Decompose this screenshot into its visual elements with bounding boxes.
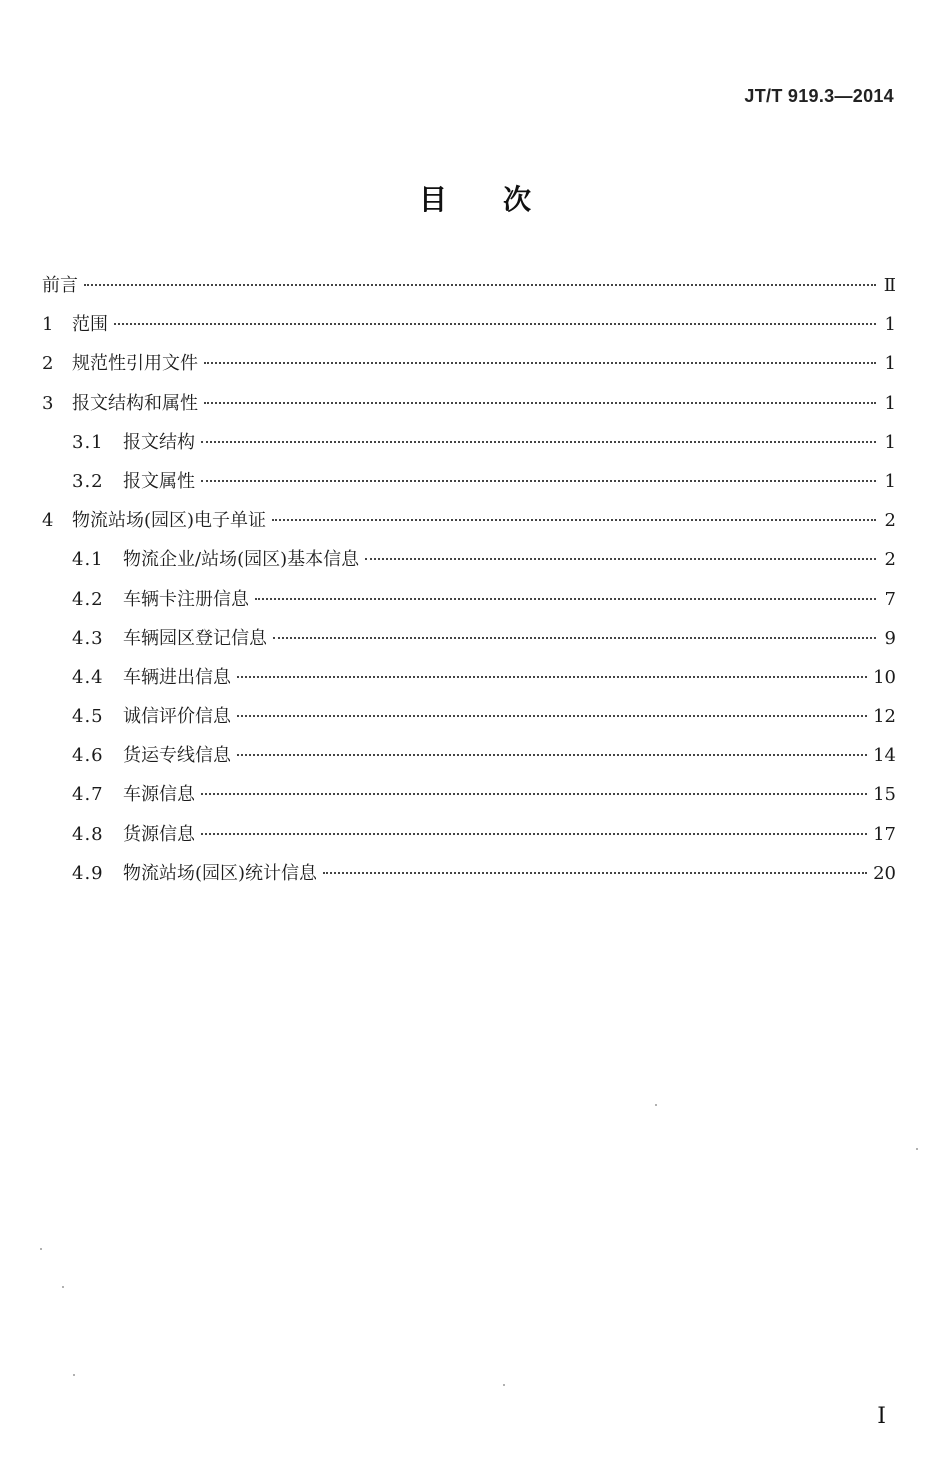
toc-entry-title: 范围 [72,314,108,336]
toc-entry-page: 17 [873,823,896,845]
toc-entry-page: 10 [873,666,896,688]
toc-entry-page: 1 [884,314,896,336]
toc-entry-foreword[interactable] [42,266,896,305]
toc-entry-title: 物流站场(园区)统计信息 [123,862,318,884]
toc-entry-number: 4.1 [72,549,104,571]
toc-leader-dots [201,480,876,482]
toc-entry-number: 4 [42,510,54,532]
toc-leader-dots [237,676,867,678]
toc-entry-title: 车辆园区登记信息 [123,627,267,649]
standard-number: JT/T 919.3—2014 [744,86,894,106]
toc-leader-dots [323,872,867,874]
toc-entry-page: 1 [884,392,896,414]
toc-entry-number: 3 [42,392,54,414]
toc-entry-number: 2 [42,353,54,375]
toc-entry-title: 前言 [42,275,78,296]
table-of-contents [42,266,896,893]
toc-entry-title: 车辆进出信息 [123,666,231,688]
toc-entry-4-7[interactable] [42,775,896,814]
toc-entry-4-1[interactable] [42,540,896,579]
toc-entry-4-2[interactable] [42,580,896,619]
toc-leader-dots [201,833,867,835]
toc-leader-dots [84,284,876,286]
toc-entry-number: 4.6 [72,745,104,767]
toc-entry-2[interactable] [42,344,896,383]
toc-entry-4-9[interactable] [42,854,896,893]
toc-entry-4-3[interactable] [42,619,896,658]
toc-leader-dots [365,558,876,560]
scan-speck [503,1384,505,1386]
toc-entry-4-4[interactable] [42,658,896,697]
toc-entry-title: 货源信息 [123,823,195,845]
toc-entry-page: 2 [884,549,896,571]
scan-speck [40,1248,42,1250]
toc-entry-title: 车源信息 [123,784,195,806]
scan-speck [655,1104,657,1106]
toc-entry-page: 1 [884,431,896,453]
toc-entry-page: 1 [884,353,896,375]
toc-entry-page: 1 [884,470,896,492]
toc-entry-3[interactable] [42,384,896,423]
toc-entry-title: 物流站场(园区)电子单证 [72,510,267,532]
toc-entry-number: 4.5 [72,706,104,728]
toc-entry-number: 3.1 [72,431,104,453]
page-folio: I [877,1404,886,1429]
toc-entry-page: 15 [873,784,896,806]
toc-leader-dots [237,715,867,717]
toc-entry-title: 报文结构 [123,431,195,453]
toc-entry-title: 规范性引用文件 [72,353,198,375]
toc-entry-title: 货运专线信息 [123,745,231,767]
toc-entry-page: 20 [873,862,896,884]
toc-entry-page: 9 [884,627,896,649]
toc-leader-dots [204,362,876,364]
toc-entry-number: 4.3 [72,627,104,649]
toc-leader-dots [237,754,867,756]
toc-entry-number: 4.7 [72,784,104,806]
toc-entry-4-5[interactable] [42,697,896,736]
toc-entry-3-1[interactable] [42,423,896,462]
toc-entry-4[interactable] [42,501,896,540]
toc-entry-page: 14 [873,745,896,767]
scan-speck [62,1286,64,1288]
toc-entry-title: 报文属性 [123,470,195,492]
toc-entry-page: 7 [884,588,896,610]
toc-entry-number: 4.9 [72,862,104,884]
toc-entry-4-8[interactable] [42,815,896,854]
toc-leader-dots [204,402,876,404]
toc-entry-number: 4.8 [72,823,104,845]
toc-entry-title: 诚信评价信息 [123,706,231,728]
toc-entry-title: 报文结构和属性 [72,392,198,414]
page-title: 目次 [418,183,587,216]
toc-entry-page: 2 [884,510,896,532]
toc-leader-dots [272,519,876,521]
toc-entry-number: 4.2 [72,588,104,610]
toc-entry-1[interactable] [42,305,896,344]
toc-entry-number: 4.4 [72,666,104,688]
scan-speck [73,1374,75,1376]
toc-leader-dots [255,598,876,600]
toc-entry-title: 物流企业/站场(园区)基本信息 [123,549,360,571]
scan-speck [916,1148,918,1150]
toc-entry-page: Ⅱ [883,275,896,296]
toc-leader-dots [273,637,876,639]
toc-entry-3-2[interactable] [42,462,896,501]
toc-entry-4-6[interactable] [42,736,896,775]
toc-leader-dots [114,323,876,325]
toc-entry-title: 车辆卡注册信息 [123,588,249,610]
toc-entry-number: 3.2 [72,470,104,492]
toc-leader-dots [201,793,867,795]
toc-entry-number: 1 [42,314,54,336]
toc-leader-dots [201,441,876,443]
toc-entry-page: 12 [873,706,896,728]
